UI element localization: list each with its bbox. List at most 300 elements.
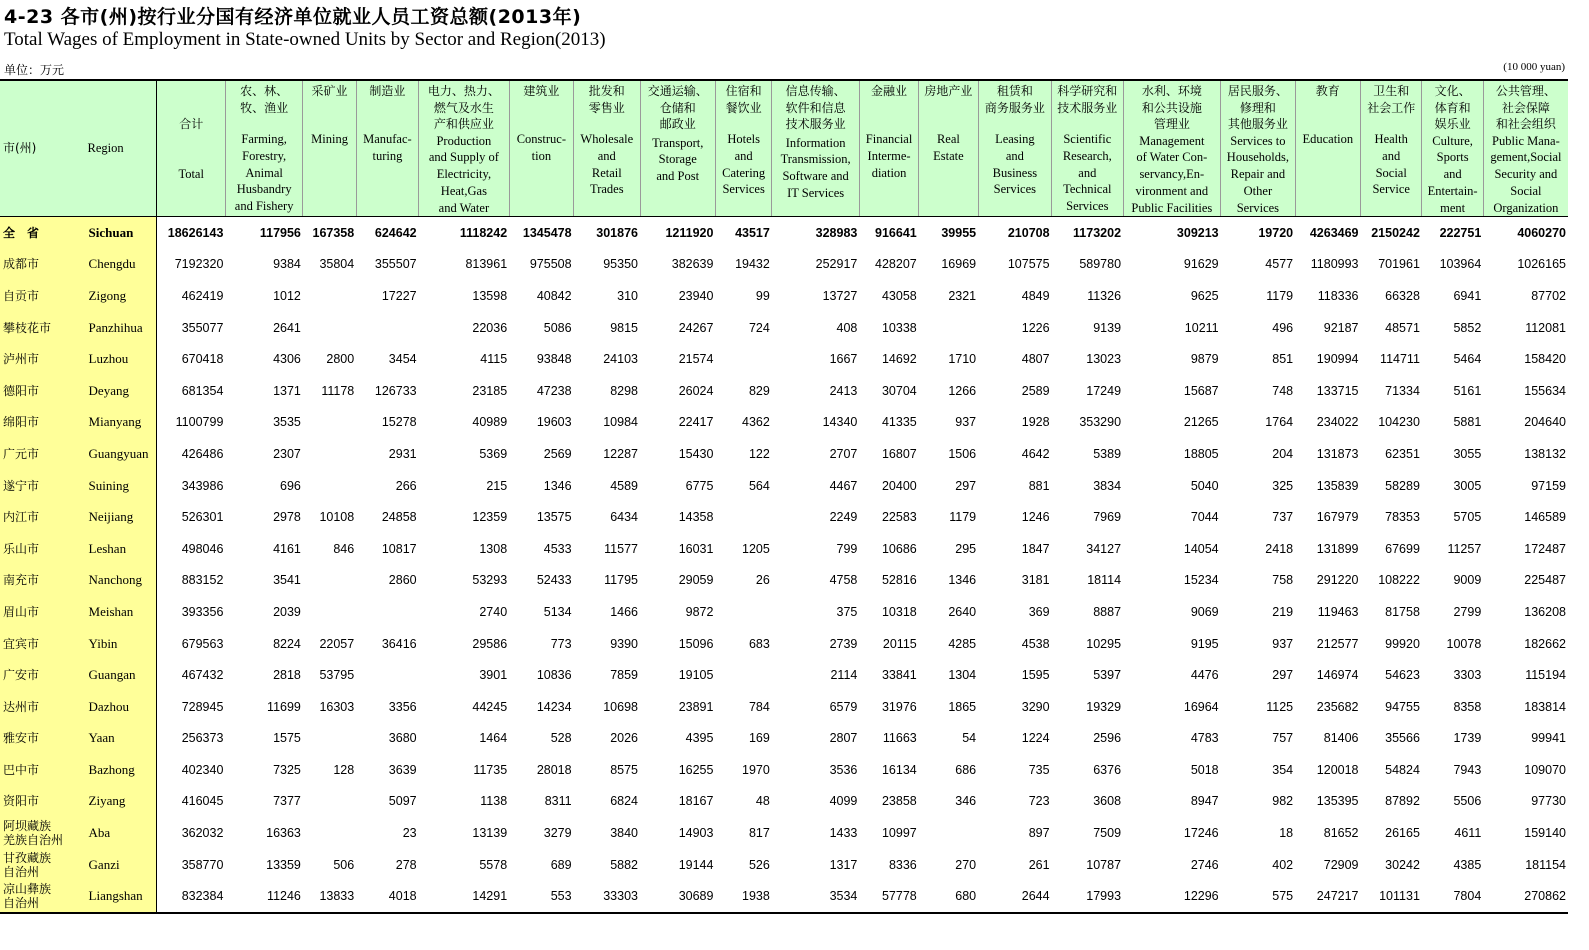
value-cell: 1346 xyxy=(948,573,977,588)
value-cell: 6775 xyxy=(685,478,714,493)
table-row xyxy=(0,501,1568,533)
value-cell: 53795 xyxy=(319,668,355,683)
value-cell: 526 xyxy=(748,857,770,872)
column-header-zh: 住宿和 餐饮业 xyxy=(725,84,762,115)
value-cell xyxy=(303,786,356,818)
value-cell: 44245 xyxy=(472,699,508,714)
value-cell: 1433 xyxy=(829,826,858,841)
page-title-en: Total Wages of Employment in State-owned Units by Sector and Region(2013) xyxy=(4,29,606,50)
value-cell: 393356 xyxy=(181,604,224,619)
value-cell: 54824 xyxy=(1385,762,1420,777)
value-cell: 15096 xyxy=(678,636,714,651)
value-cell: 723 xyxy=(1028,794,1050,809)
value-cell: 158420 xyxy=(1524,352,1566,367)
value-cell: 10338 xyxy=(881,320,917,335)
value-cell: 36416 xyxy=(381,636,417,651)
value-cell: 48 xyxy=(755,794,770,809)
value-cell: 817 xyxy=(748,826,770,841)
value-cell: 402340 xyxy=(181,762,224,777)
value-cell: 358770 xyxy=(181,857,224,872)
region-name-en: Nanchong xyxy=(85,565,157,597)
column-header xyxy=(574,80,640,217)
unit-label-en: (10 000 yuan) xyxy=(1503,61,1565,73)
value-cell: 10295 xyxy=(1086,636,1122,651)
column-header-en: Real Estate xyxy=(933,132,964,163)
table-row xyxy=(0,565,1568,597)
value-cell: 11246 xyxy=(225,880,302,913)
value-cell: 99 xyxy=(755,288,770,303)
column-header xyxy=(1483,80,1568,217)
value-cell: 353290 xyxy=(1079,415,1122,430)
value-cell: 43517 xyxy=(735,225,770,240)
value-cell: 67699 xyxy=(1385,541,1420,556)
value-cell: 2800 xyxy=(326,352,355,367)
value-cell: 1026165 xyxy=(1517,257,1566,272)
column-header-zh: 交通运输、 仓储和 邮政业 xyxy=(647,84,708,131)
value-cell: 10318 xyxy=(881,604,917,619)
table-row xyxy=(0,628,1568,660)
value-cell: 222751 xyxy=(1439,225,1482,240)
value-cell: 62351 xyxy=(1385,446,1420,461)
value-cell xyxy=(715,659,771,691)
value-cell xyxy=(715,501,771,533)
column-header xyxy=(1123,80,1221,217)
wages-table xyxy=(0,79,1568,914)
value-cell: 8575 xyxy=(610,762,638,777)
value-cell: 21574 xyxy=(678,352,714,367)
value-cell: 18805 xyxy=(1183,446,1219,461)
value-cell: 4758 xyxy=(829,573,858,588)
column-header-zh: 合计 xyxy=(179,117,204,131)
region-name-en: Bazhong xyxy=(85,754,157,786)
value-cell: 2746 xyxy=(1190,857,1219,872)
value-cell: 5705 xyxy=(1453,510,1482,525)
value-cell: 9195 xyxy=(1190,636,1219,651)
value-cell: 8311 xyxy=(544,794,572,809)
value-cell: 12359 xyxy=(472,510,508,525)
table-body xyxy=(0,217,1568,914)
value-cell: 19432 xyxy=(735,257,770,272)
value-cell: 72909 xyxy=(1323,857,1359,872)
column-header-label: Region xyxy=(87,141,124,156)
value-cell: 362032 xyxy=(181,826,224,841)
value-cell: 10817 xyxy=(381,541,417,556)
value-cell: 3534 xyxy=(772,880,860,913)
value-cell: 5040 xyxy=(1190,478,1219,493)
column-header xyxy=(978,80,1051,217)
value-cell: 2707 xyxy=(829,446,858,461)
value-cell: 23 xyxy=(402,826,417,841)
column-header xyxy=(1295,80,1360,217)
value-cell: 29586 xyxy=(472,636,508,651)
value-cell: 14692 xyxy=(881,352,917,367)
value-cell: 7859 xyxy=(610,668,638,683)
table-row xyxy=(0,659,1568,691)
value-cell: 1464 xyxy=(479,731,508,746)
value-cell xyxy=(303,723,356,755)
value-cell: 325 xyxy=(1272,478,1294,493)
value-cell: 757 xyxy=(1272,731,1294,746)
value-cell: 12287 xyxy=(603,446,638,461)
value-cell: 2307 xyxy=(273,446,301,461)
value-cell: 883152 xyxy=(181,573,224,588)
value-cell: 408 xyxy=(836,320,858,335)
value-cell: 589780 xyxy=(1079,257,1122,272)
value-cell: 13359 xyxy=(266,857,301,872)
value-cell: 17993 xyxy=(1052,880,1123,913)
value-cell: 6434 xyxy=(610,510,638,525)
column-header-zh: 公共管理、 社会保障 和社会组织 xyxy=(1495,84,1556,131)
value-cell: 8224 xyxy=(273,636,301,651)
value-cell: 135395 xyxy=(1316,794,1359,809)
column-header-zh: 水利、环境 和公共设施 管理业 xyxy=(1141,84,1202,131)
value-cell: 2026 xyxy=(610,731,638,746)
value-cell: 1346 xyxy=(543,478,572,493)
table-row xyxy=(0,596,1568,628)
value-cell: 5018 xyxy=(1190,762,1219,777)
value-cell: 1125 xyxy=(1266,699,1294,714)
value-cell: 43058 xyxy=(881,288,917,303)
value-cell: 2740 xyxy=(479,604,508,619)
value-cell: 701961 xyxy=(1378,257,1420,272)
value-cell: 81652 xyxy=(1323,826,1359,841)
value-cell: 109070 xyxy=(1524,762,1566,777)
value-cell: 120018 xyxy=(1316,762,1359,777)
value-cell: 53293 xyxy=(472,573,508,588)
region-name-en: Guangan xyxy=(85,659,157,691)
value-cell: 2799 xyxy=(1453,604,1482,619)
value-cell: 737 xyxy=(1272,510,1294,525)
value-cell: 54 xyxy=(962,731,977,746)
value-cell: 15687 xyxy=(1183,383,1219,398)
value-cell: 498046 xyxy=(181,541,224,556)
value-cell: 71334 xyxy=(1385,383,1420,398)
city-name-zh: 南充市 xyxy=(0,565,85,597)
value-cell: 402 xyxy=(1272,857,1294,872)
value-cell: 462419 xyxy=(181,288,224,303)
value-cell: 169 xyxy=(748,731,770,746)
value-cell: 107575 xyxy=(1007,257,1050,272)
value-cell: 10108 xyxy=(319,510,355,525)
table-row xyxy=(0,343,1568,375)
city-name-zh: 成都市 xyxy=(0,249,85,281)
value-cell: 9009 xyxy=(1453,573,1482,588)
value-cell: 9390 xyxy=(610,636,638,651)
value-cell: 4467 xyxy=(829,478,858,493)
region-name-en: Panzhihua xyxy=(85,312,157,344)
value-cell: 3005 xyxy=(1453,478,1482,493)
value-cell: 146589 xyxy=(1524,510,1566,525)
value-cell: 16969 xyxy=(941,257,977,272)
value-cell: 13023 xyxy=(1086,352,1122,367)
region-name-en: Yibin xyxy=(85,628,157,660)
value-cell: 52816 xyxy=(881,573,917,588)
value-cell: 2321 xyxy=(948,288,977,303)
value-cell: 832384 xyxy=(157,880,225,913)
value-cell: 33841 xyxy=(881,668,917,683)
city-name-zh: 巴中市 xyxy=(0,754,85,786)
value-cell: 4849 xyxy=(1021,288,1050,303)
value-cell: 26165 xyxy=(1385,826,1420,841)
value-cell: 11699 xyxy=(267,699,301,714)
value-cell: 679563 xyxy=(181,636,224,651)
value-cell: 17227 xyxy=(381,288,417,303)
value-cell: 101131 xyxy=(1361,880,1422,913)
value-cell xyxy=(919,817,978,849)
region-name-en: Ziyang xyxy=(85,786,157,818)
value-cell: 33303 xyxy=(574,880,640,913)
value-cell: 564 xyxy=(748,478,770,493)
value-cell: 680 xyxy=(919,880,978,913)
value-cell: 9872 xyxy=(685,604,714,619)
value-cell: 1739 xyxy=(1453,731,1482,746)
value-cell: 2596 xyxy=(1093,731,1122,746)
column-header-zh: 金融业 xyxy=(871,84,908,98)
value-cell: 8358 xyxy=(1453,699,1482,714)
value-cell: 784 xyxy=(748,699,770,714)
city-name-zh: 达州市 xyxy=(0,691,85,723)
value-cell: 41335 xyxy=(881,415,917,430)
region-name-en: Guangyuan xyxy=(85,438,157,470)
value-cell: 7192320 xyxy=(174,257,224,272)
value-cell: 18626143 xyxy=(167,225,224,240)
value-cell: 99941 xyxy=(1531,731,1566,746)
value-cell: 1764 xyxy=(1265,415,1294,430)
value-cell: 118336 xyxy=(1317,288,1359,303)
value-cell: 10211 xyxy=(1184,320,1219,335)
value-cell: 301876 xyxy=(596,225,638,240)
column-header xyxy=(1361,80,1422,217)
value-cell: 2413 xyxy=(829,383,858,398)
value-cell: 6579 xyxy=(829,699,858,714)
column-header-en: Culture, Sports and Entertain- ment xyxy=(1427,133,1478,215)
value-cell: 2641 xyxy=(273,320,301,335)
column-header-en: Public Mana- gement,Social Security and Social Organization xyxy=(1490,133,1562,215)
table-row xyxy=(0,786,1568,818)
value-cell: 24267 xyxy=(678,320,714,335)
value-cell: 23185 xyxy=(472,383,508,398)
value-cell: 7969 xyxy=(1093,510,1122,525)
value-cell: 696 xyxy=(280,478,301,493)
value-cell: 4611 xyxy=(1454,826,1482,841)
value-cell: 4577 xyxy=(1265,257,1294,272)
value-cell: 87702 xyxy=(1531,288,1566,303)
value-cell: 1928 xyxy=(1021,415,1050,430)
value-cell: 19105 xyxy=(678,668,714,683)
value-cell: 4099 xyxy=(829,794,858,809)
city-name-zh: 内江市 xyxy=(0,501,85,533)
value-cell: 526301 xyxy=(181,510,224,525)
value-cell xyxy=(303,407,356,439)
value-cell xyxy=(303,470,356,502)
column-header-en: Construc- tion xyxy=(516,132,567,163)
column-header-en: Mining xyxy=(311,132,348,146)
value-cell: 24103 xyxy=(603,352,638,367)
value-cell: 22057 xyxy=(319,636,355,651)
value-cell: 181154 xyxy=(1525,857,1566,872)
value-cell: 4161 xyxy=(273,541,301,556)
value-cell: 328983 xyxy=(815,225,858,240)
value-cell: 22417 xyxy=(678,415,714,430)
value-cell xyxy=(303,817,356,849)
value-cell: 47238 xyxy=(536,383,572,398)
value-cell: 8887 xyxy=(1093,604,1122,619)
value-cell: 225487 xyxy=(1524,573,1566,588)
table-row xyxy=(0,375,1568,407)
value-cell: 375 xyxy=(836,604,858,619)
value-cell: 10686 xyxy=(881,541,917,556)
value-cell: 112081 xyxy=(1525,320,1566,335)
value-cell: 115194 xyxy=(1525,668,1566,683)
value-cell: 6376 xyxy=(1093,762,1122,777)
column-header xyxy=(509,80,573,217)
region-name-en: Leshan xyxy=(85,533,157,565)
column-header-zh: 教育 xyxy=(1315,84,1340,98)
page-title-zh: 4-23 各市(州)按行业分国有经济单位就业人员工资总额(2013年) xyxy=(4,6,582,28)
value-cell: 131873 xyxy=(1316,446,1359,461)
value-cell: 48571 xyxy=(1385,320,1420,335)
table-row xyxy=(0,533,1568,565)
value-cell: 1847 xyxy=(1021,541,1050,556)
value-cell: 773 xyxy=(550,636,572,651)
value-cell: 81406 xyxy=(1323,731,1359,746)
city-name-zh: 全 省 xyxy=(0,217,85,249)
value-cell: 95350 xyxy=(603,257,638,272)
value-cell: 5389 xyxy=(1093,446,1122,461)
value-cell: 14340 xyxy=(822,415,858,430)
value-cell: 99920 xyxy=(1385,636,1420,651)
value-cell: 58289 xyxy=(1385,478,1420,493)
value-cell: 3356 xyxy=(388,699,417,714)
value-cell: 81758 xyxy=(1385,604,1420,619)
value-cell: 14358 xyxy=(678,510,714,525)
table-row xyxy=(0,880,1568,913)
value-cell: 1138 xyxy=(480,794,508,809)
value-cell: 6941 xyxy=(1453,288,1482,303)
column-header xyxy=(303,80,356,217)
value-cell: 66328 xyxy=(1385,288,1420,303)
value-cell: 135839 xyxy=(1316,478,1359,493)
column-header-zh: 信息传输、 软件和信息 技术服务业 xyxy=(785,84,846,131)
value-cell: 7804 xyxy=(1422,880,1483,913)
value-cell: 270 xyxy=(955,857,977,872)
value-cell: 16363 xyxy=(266,826,301,841)
unit-label: 单位：万元 xyxy=(4,63,65,77)
value-cell: 3541 xyxy=(273,573,301,588)
column-header-zh: 建筑业 xyxy=(523,84,560,98)
value-cell: 681354 xyxy=(181,383,224,398)
value-cell: 897 xyxy=(1028,826,1050,841)
region-name-en: Aba xyxy=(85,817,157,849)
value-cell: 136208 xyxy=(1524,604,1566,619)
value-cell: 382639 xyxy=(671,257,714,272)
value-cell: 4018 xyxy=(356,880,418,913)
value-cell: 19720 xyxy=(1258,225,1294,240)
region-name-en: Zigong xyxy=(85,280,157,312)
value-cell: 416045 xyxy=(181,794,224,809)
value-cell: 1180993 xyxy=(1310,257,1359,272)
value-cell xyxy=(303,596,356,628)
value-cell: 256373 xyxy=(181,731,224,746)
column-header xyxy=(640,80,715,217)
value-cell: 103964 xyxy=(1439,257,1482,272)
value-cell: 4533 xyxy=(543,541,572,556)
value-cell: 11326 xyxy=(1087,288,1122,303)
value-cell: 9815 xyxy=(610,320,638,335)
value-cell: 16807 xyxy=(881,446,917,461)
table-header-row xyxy=(0,80,1568,217)
value-cell: 87892 xyxy=(1385,794,1420,809)
city-name-zh: 眉山市 xyxy=(0,596,85,628)
value-cell xyxy=(356,312,418,344)
value-cell: 2818 xyxy=(273,668,301,683)
region-name-en: Suining xyxy=(85,470,157,502)
value-cell: 234022 xyxy=(1316,415,1359,430)
value-cell: 846 xyxy=(333,541,355,556)
value-cell: 10836 xyxy=(536,668,572,683)
value-cell: 1100799 xyxy=(175,415,224,430)
value-cell: 5397 xyxy=(1093,668,1122,683)
value-cell: 128 xyxy=(333,762,355,777)
value-cell: 309213 xyxy=(1176,225,1219,240)
value-cell: 426486 xyxy=(181,446,224,461)
value-cell xyxy=(919,312,978,344)
value-cell: 29059 xyxy=(678,573,714,588)
value-cell: 467432 xyxy=(181,668,224,683)
value-cell: 1226 xyxy=(1021,320,1050,335)
region-name-en: Yaan xyxy=(85,723,157,755)
column-header xyxy=(772,80,860,217)
value-cell: 21265 xyxy=(1183,415,1219,430)
column-header xyxy=(157,80,225,217)
value-cell: 10698 xyxy=(603,699,638,714)
column-header-en: Production and Supply of Electricity, Heat,Gas and Water xyxy=(428,133,499,215)
column-header-zh: 卫生和 社会工作 xyxy=(1367,84,1416,115)
value-cell: 496 xyxy=(1272,320,1294,335)
table-row xyxy=(0,312,1568,344)
value-cell: 5882 xyxy=(610,857,638,872)
region-name-en: Mianyang xyxy=(85,407,157,439)
value-cell: 3639 xyxy=(388,762,417,777)
value-cell: 2931 xyxy=(388,446,417,461)
value-cell: 1118242 xyxy=(459,225,508,240)
column-header xyxy=(919,80,978,217)
value-cell: 1179 xyxy=(1266,288,1294,303)
city-name-zh: 泸州市 xyxy=(0,343,85,375)
value-cell: 728945 xyxy=(181,699,224,714)
value-cell: 30242 xyxy=(1385,857,1420,872)
value-cell: 183814 xyxy=(1524,699,1566,714)
value-cell: 1371 xyxy=(273,383,301,398)
value-cell: 2640 xyxy=(948,604,977,619)
value-cell: 252917 xyxy=(815,257,858,272)
value-cell: 624642 xyxy=(374,225,417,240)
value-cell: 278 xyxy=(395,857,417,872)
value-cell: 3834 xyxy=(1093,478,1122,493)
value-cell: 6824 xyxy=(610,794,638,809)
value-cell: 19329 xyxy=(1086,699,1122,714)
value-cell: 54623 xyxy=(1385,668,1420,683)
value-cell: 2569 xyxy=(543,446,572,461)
value-cell: 28018 xyxy=(536,762,572,777)
value-cell: 5464 xyxy=(1453,352,1482,367)
value-cell: 19603 xyxy=(536,415,572,430)
column-header xyxy=(859,80,918,217)
value-cell: 2739 xyxy=(829,636,858,651)
value-cell: 108222 xyxy=(1378,573,1420,588)
value-cell: 5578 xyxy=(479,857,508,872)
value-cell xyxy=(715,596,771,628)
